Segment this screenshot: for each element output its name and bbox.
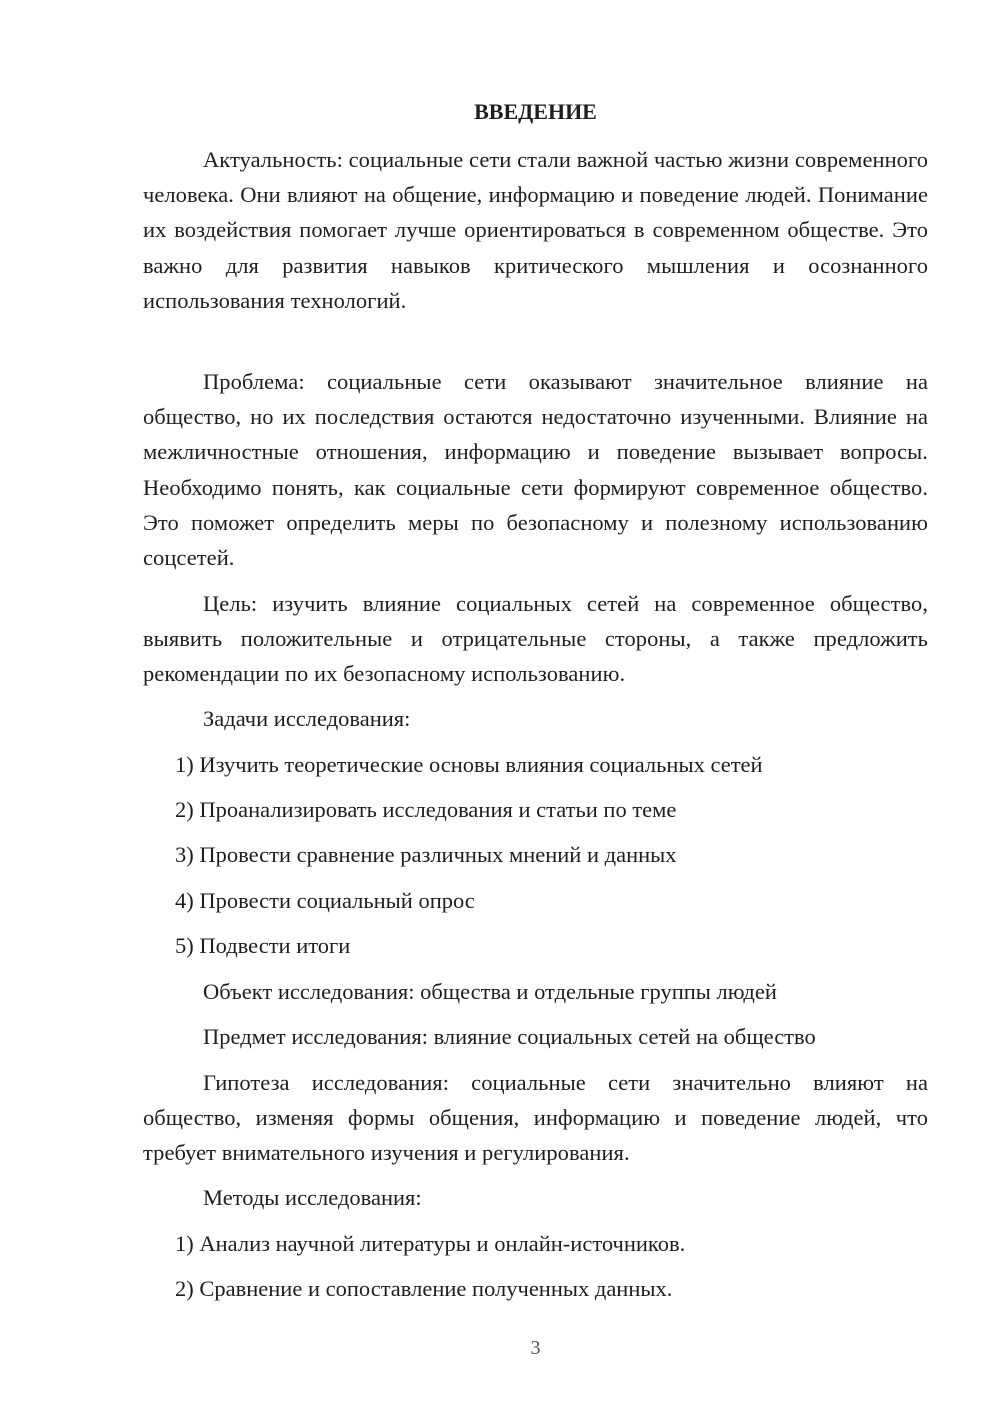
tasks-heading: Задачи исследования:: [203, 706, 411, 731]
research-object: Объект исследования: общества и отдельные группы людей: [203, 979, 777, 1004]
section-heading: ВВЕДЕНИЕ: [474, 99, 597, 124]
method-item: 2) Сравнение и сопоставление полученных данных.: [175, 1276, 673, 1301]
problem-paragraph: Проблема: социальные сети оказывают значительное влияние на общество, но их последствия остаются недостаточно изученными. Влияние на межличностные отношения, информацию и поведение вызывает вопросы. Необходимо понять, как социальные сети формируют современное общество. Это поможет определить меры по безопасному и полезному использованию соцсетей.: [143, 369, 928, 571]
task-item: 5) Подвести итоги: [175, 933, 351, 958]
hypothesis-paragraph: Гипотеза исследования: социальные сети значительно влияют на общество, изменяя формы общения, информацию и поведение людей, что требует внимательного изучения и регулирования.: [143, 1070, 928, 1166]
methods-heading: Методы исследования:: [203, 1185, 422, 1210]
task-item: 4) Провести социальный опрос: [175, 888, 475, 913]
page-number: 3: [530, 1337, 541, 1359]
document-page: [143, 0, 928, 1414]
task-item: 2) Проанализировать исследования и статьи по теме: [175, 797, 677, 822]
goal-paragraph: Цель: изучить влияние социальных сетей на современное общество, выявить положительные и отрицательные стороны, а также предложить рекомендации по их безопасному использованию.: [143, 591, 928, 687]
task-item: 3) Провести сравнение различных мнений и данных: [175, 842, 677, 867]
relevance-paragraph: Актуальность: социальные сети стали важной частью жизни современного человека. Они влияют на общение, информацию и поведение людей. Понимание их воздействия помогает лучше ориентироваться в современном обществе. Это важно для развития навыков критического мышления и осознанного использования технологий.: [143, 147, 928, 313]
task-item: 1) Изучить теоретические основы влияния социальных сетей: [175, 752, 763, 777]
method-item: 1) Анализ научной литературы и онлайн-источников.: [175, 1231, 686, 1256]
research-subject: Предмет исследования: влияние социальных сетей на общество: [203, 1024, 816, 1049]
